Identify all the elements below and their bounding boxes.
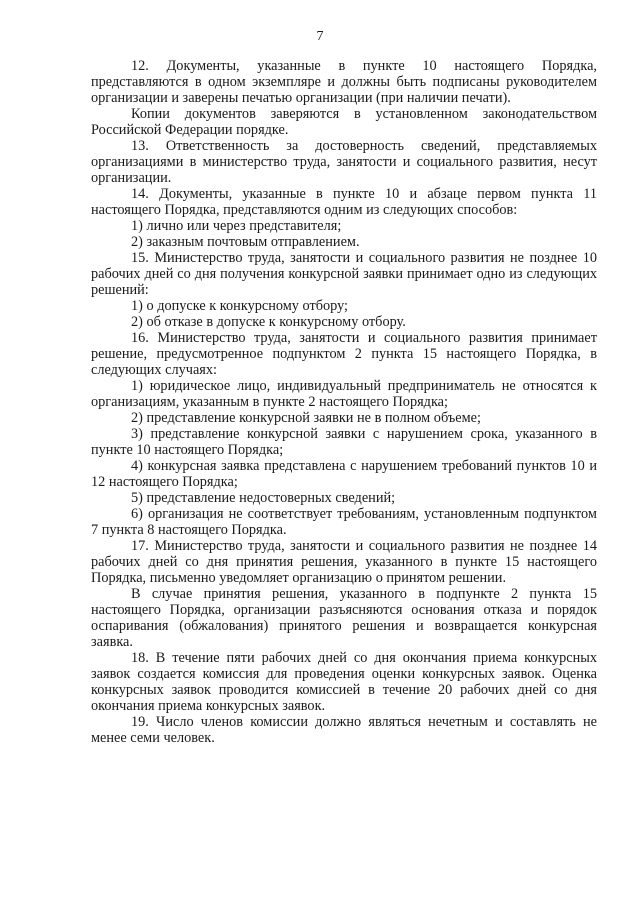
page-number: 7 [316, 29, 324, 44]
list-item: 1) лично или через представителя; [131, 218, 342, 234]
paragraph-16: 16. Министерство труда, занятости и социального развития принимает решение, предусмотренное подпунктом 2 пункта 15 настоящего Порядка, в следующих случаях: [91, 330, 597, 378]
list-item: 5) представление недостоверных сведений; [131, 490, 396, 506]
list-item: 6) организация не соответствует требованиям, установленным подпунктом 7 пункта 8 настоящего Порядка. [91, 506, 597, 538]
paragraph-19: 19. Число членов комиссии должно являться нечетным и составлять не менее семи человек. [91, 714, 597, 746]
document-body [91, 58, 597, 746]
paragraph-13: 13. Ответственность за достоверность сведений, представляемых организациями в министерство труда, занятости и социального развития, несут организации. [91, 138, 597, 186]
list-item: 2) заказным почтовым отправлением. [131, 234, 360, 250]
paragraph-17-refusal: В случае принятия решения, указанного в подпункте 2 пункта 15 настоящего Порядка, организации разъясняются основания отказа и порядок оспаривания (обжалования) принятого решения и возвращается конкурсная заявка. [91, 586, 597, 650]
list-item: 4) конкурсная заявка представлена с нарушением требований пунктов 10 и 12 настоящего Порядка; [91, 458, 597, 490]
paragraph-12: 12. Документы, указанные в пункте 10 настоящего Порядка, представляются в одном экземпляре и должны быть подписаны руководителем организации и заверены печатью организации (при наличии печати). [91, 58, 597, 106]
list-item: 2) об отказе в допуске к конкурсному отбору. [131, 314, 406, 330]
list-item: 2) представление конкурсной заявки не в полном объеме; [131, 410, 481, 426]
paragraph-18: 18. В течение пяти рабочих дней со дня окончания приема конкурсных заявок создается комиссия для проведения оценки конкурсных заявок. Оценка конкурсных заявок проводится комиссией в течение 20 рабочих дней со дня окончания приема конкурсных заявок. [91, 650, 597, 714]
list-item: 3) представление конкурсной заявки с нарушением срока, указанного в пункте 10 настоящего Порядка; [91, 426, 597, 458]
paragraph-17: 17. Министерство труда, занятости и социального развития не позднее 14 рабочих дней со дня принятия решения, указанного в пункте 15 настоящего Порядка, письменно уведомляет организацию о принятом решении. [91, 538, 597, 586]
paragraph-14: 14. Документы, указанные в пункте 10 и абзаце первом пункта 11 настоящего Порядка, представляются одним из следующих способов: [91, 186, 597, 218]
paragraph-12-copies: Копии документов заверяются в установленном законодательством Российской Федерации порядке. [91, 106, 597, 138]
list-item: 1) юридическое лицо, индивидуальный предприниматель не относятся к организациям, указанным в пункте 2 настоящего Порядка; [91, 378, 597, 410]
paragraph-15: 15. Министерство труда, занятости и социального развития не позднее 10 рабочих дней со дня получения конкурсной заявки принимает одно из следующих решений: [91, 250, 597, 298]
list-item: 1) о допуске к конкурсному отбору; [131, 298, 349, 314]
